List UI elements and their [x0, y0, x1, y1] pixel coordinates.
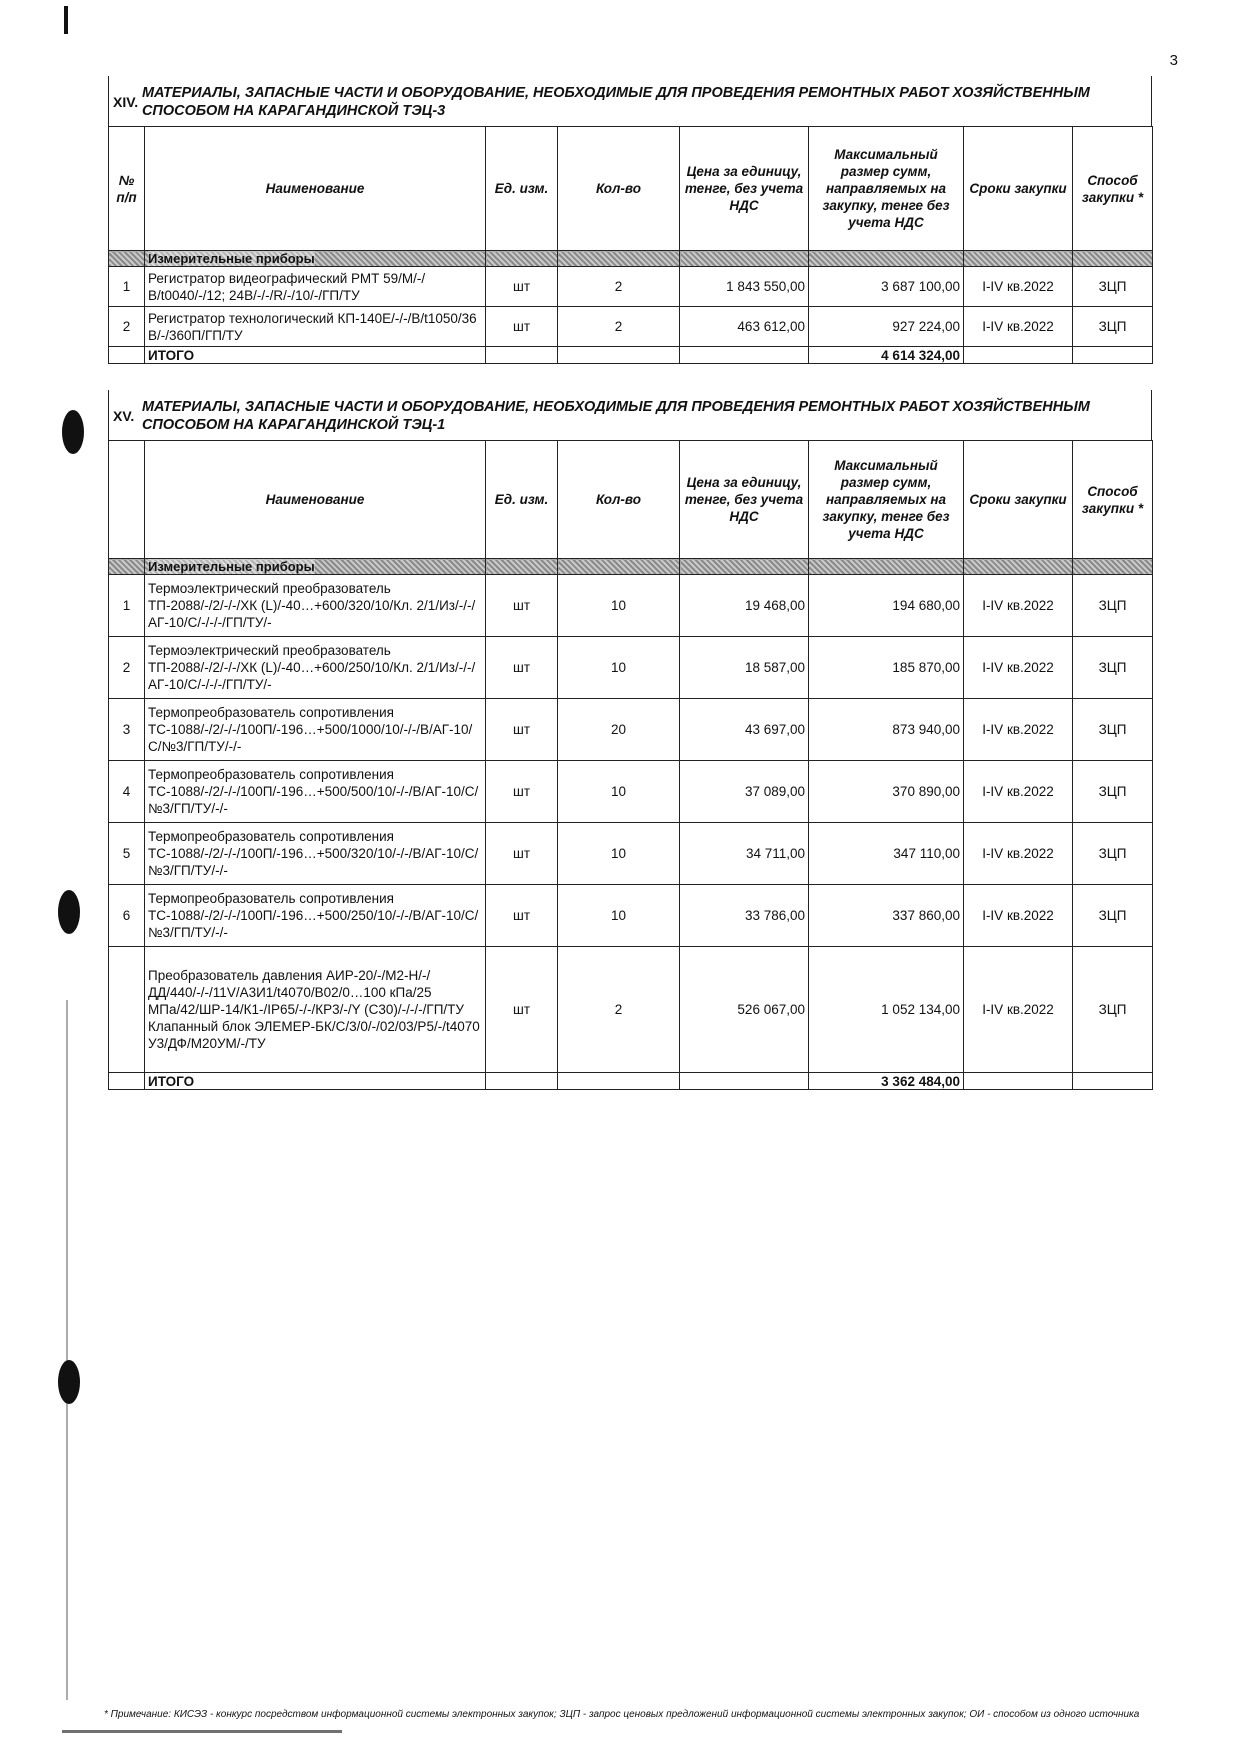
binder-hole [58, 1360, 80, 1404]
row-unit: шт [486, 823, 558, 885]
row-method: ЗЦП [1073, 823, 1153, 885]
row-qty: 10 [558, 885, 680, 947]
row-unit: шт [486, 267, 558, 307]
row-price: 18 587,00 [680, 637, 809, 699]
row-num: 5 [109, 823, 145, 885]
row-method: ЗЦП [1073, 637, 1153, 699]
col-header-name: Наименование [145, 127, 486, 251]
row-price: 33 786,00 [680, 885, 809, 947]
row-sum: 370 890,00 [809, 761, 964, 823]
row-num: 2 [109, 637, 145, 699]
row-name: Термопреобразователь сопротивления ТС-1088/-/2/-/-/100П/-196…+500/320/10/-/-/В/АГ-10/С/№3/ГП/ТУ/-/- [145, 823, 486, 885]
row-term: I-IV кв.2022 [964, 761, 1073, 823]
row-term: I-IV кв.2022 [964, 307, 1073, 347]
scan-mark [64, 6, 68, 34]
col-header-method: Способ закупки * [1073, 441, 1153, 559]
table-header-row [109, 441, 1153, 559]
row-unit: шт [486, 575, 558, 637]
col-header-max-sum: Максимальный размер сумм, направляемых на закупку, тенге без учета НДС [809, 441, 964, 559]
col-header-term: Сроки закупки [964, 127, 1073, 251]
total-label: ИТОГО [145, 347, 486, 364]
table-row [109, 761, 1153, 823]
table-row [109, 307, 1153, 347]
category-label: Измерительные приборы [145, 559, 486, 575]
section-heading [108, 390, 1152, 440]
row-price: 43 697,00 [680, 699, 809, 761]
total-sum: 4 614 324,00 [809, 347, 964, 364]
row-qty: 2 [558, 307, 680, 347]
materials-table [108, 440, 1153, 1090]
row-method: ЗЦП [1073, 761, 1153, 823]
page-number: 3 [1169, 52, 1178, 69]
row-sum: 927 224,00 [809, 307, 964, 347]
category-row [109, 251, 1153, 267]
row-unit: шт [486, 885, 558, 947]
row-sum: 194 680,00 [809, 575, 964, 637]
scan-line [66, 1000, 68, 1700]
table-row [109, 947, 1153, 1073]
total-row [109, 1073, 1153, 1090]
row-price: 463 612,00 [680, 307, 809, 347]
row-name: Преобразователь давления АИР-20/-/М2-Н/-/ДД/440/-/-/11V/A3И1/t4070/В02/0…100 кПа/25 МПа/42/ШР-14/К1-/IP65/-/-/КР3/-/Y (С30)/-/-/-/ГП/ТУ Клапанный блок ЭЛЕМЕР-БК/С/3/0/-/02/03/Р5/-/t4070 У3/ДФ/М20УМ/-/ТУ [145, 947, 486, 1073]
row-sum: 347 110,00 [809, 823, 964, 885]
total-label: ИТОГО [145, 1073, 486, 1090]
row-qty: 2 [558, 947, 680, 1073]
row-qty: 2 [558, 267, 680, 307]
row-method: ЗЦП [1073, 575, 1153, 637]
table-row [109, 267, 1153, 307]
row-term: I-IV кв.2022 [964, 823, 1073, 885]
row-name: Регистратор технологический КП-140Е/-/-/В/t1050/36 В/-/360П/ГП/ТУ [145, 307, 486, 347]
row-term: I-IV кв.2022 [964, 637, 1073, 699]
col-header-price: Цена за единицу, тенге, без учета НДС [680, 127, 809, 251]
scan-mark [62, 1730, 342, 1733]
row-method: ЗЦП [1073, 699, 1153, 761]
row-num: 1 [109, 575, 145, 637]
category-label: Измерительные приборы [145, 251, 486, 267]
row-sum: 185 870,00 [809, 637, 964, 699]
row-name: Термопреобразователь сопротивления ТС-1088/-/2/-/-/100П/-196…+500/1000/10/-/-/В/АГ-10/С/№3/ГП/ТУ/-/- [145, 699, 486, 761]
col-header-qty: Кол-во [558, 441, 680, 559]
table-row [109, 823, 1153, 885]
col-header-term: Сроки закупки [964, 441, 1073, 559]
row-price: 526 067,00 [680, 947, 809, 1073]
section-title: МАТЕРИАЛЫ, ЗАПАСНЫЕ ЧАСТИ И ОБОРУДОВАНИЕ, НЕОБХОДИМЫЕ ДЛЯ ПРОВЕДЕНИЯ РЕМОНТНЫХ РАБОТ ХОЗЯЙСТВЕННЫМ СПОСОБОМ НА КАРАГАНДИНСКОЙ ТЭЦ-1 [141, 399, 1090, 433]
table-row [109, 637, 1153, 699]
row-num: 6 [109, 885, 145, 947]
row-qty: 10 [558, 823, 680, 885]
row-term: I-IV кв.2022 [964, 575, 1073, 637]
table-header-row [109, 127, 1153, 251]
row-method: ЗЦП [1073, 885, 1153, 947]
row-num: 2 [109, 307, 145, 347]
row-sum: 873 940,00 [809, 699, 964, 761]
row-term: I-IV кв.2022 [964, 885, 1073, 947]
row-method: ЗЦП [1073, 267, 1153, 307]
col-header-unit: Ед. изм. [486, 127, 558, 251]
row-unit: шт [486, 637, 558, 699]
row-price: 19 468,00 [680, 575, 809, 637]
row-price: 37 089,00 [680, 761, 809, 823]
row-sum: 3 687 100,00 [809, 267, 964, 307]
total-row [109, 347, 1153, 364]
row-term: I-IV кв.2022 [964, 947, 1073, 1073]
row-price: 1 843 550,00 [680, 267, 809, 307]
row-qty: 10 [558, 575, 680, 637]
row-num: 1 [109, 267, 145, 307]
table-row [109, 885, 1153, 947]
category-row [109, 559, 1153, 575]
row-unit: шт [486, 699, 558, 761]
section-heading [108, 76, 1152, 126]
row-qty: 10 [558, 761, 680, 823]
row-unit: шт [486, 307, 558, 347]
row-num: 4 [109, 761, 145, 823]
row-unit: шт [486, 761, 558, 823]
col-header-price: Цена за единицу, тенге, без учета НДС [680, 441, 809, 559]
row-method: ЗЦП [1073, 307, 1153, 347]
table-row [109, 575, 1153, 637]
row-qty: 10 [558, 637, 680, 699]
section-tec1 [108, 390, 1152, 1090]
row-term: I-IV кв.2022 [964, 267, 1073, 307]
row-sum: 337 860,00 [809, 885, 964, 947]
col-header-max-sum: Максимальный размер сумм, направляемых на закупку, тенге без учета НДС [809, 127, 964, 251]
row-num [109, 947, 145, 1073]
section-title: МАТЕРИАЛЫ, ЗАПАСНЫЕ ЧАСТИ И ОБОРУДОВАНИЕ, НЕОБХОДИМЫЕ ДЛЯ ПРОВЕДЕНИЯ РЕМОНТНЫХ РАБОТ ХОЗЯЙСТВЕННЫМ СПОСОБОМ НА КАРАГАНДИНСКОЙ ТЭЦ-3 [141, 85, 1090, 119]
row-name: Регистратор видеографический РМТ 59/М/-/В/t0040/-/12; 24В/-/-/R/-/10/-/ГП/ТУ [145, 267, 486, 307]
materials-table [108, 126, 1153, 364]
table-row [109, 699, 1153, 761]
row-sum: 1 052 134,00 [809, 947, 964, 1073]
col-header-num: № п/п [109, 127, 145, 251]
col-header-method: Способ закупки * [1073, 127, 1153, 251]
total-sum: 3 362 484,00 [809, 1073, 964, 1090]
row-num: 3 [109, 699, 145, 761]
row-name: Термоэлектрический преобразователь ТП-2088/-/2/-/-/ХК (L)/-40…+600/320/10/Кл. 2/1/Из/-/-/АГ-10/С/-/-/-/ГП/ТУ/- [145, 575, 486, 637]
col-header-num [109, 441, 145, 559]
col-header-unit: Ед. изм. [486, 441, 558, 559]
section-number: XIV. [113, 94, 139, 110]
section-tec3 [108, 76, 1152, 364]
binder-hole [62, 410, 84, 454]
row-price: 34 711,00 [680, 823, 809, 885]
row-term: I-IV кв.2022 [964, 699, 1073, 761]
row-name: Термоэлектрический преобразователь ТП-2088/-/2/-/-/ХК (L)/-40…+600/250/10/Кл. 2/1/Из/-/-/АГ-10/С/-/-/-/ГП/ТУ/- [145, 637, 486, 699]
row-name: Термопреобразователь сопротивления ТС-1088/-/2/-/-/100П/-196…+500/250/10/-/-/В/АГ-10/С/№3/ГП/ТУ/-/- [145, 885, 486, 947]
footnote: * Примечание: КИСЭЗ - конкурс посредством информационной системы электронных закупок; ЗЦП - запрос ценовых предложений информационной системы электронных закупок; ОИ - способом из одного источника [104, 1709, 1140, 1720]
row-name: Термопреобразователь сопротивления ТС-1088/-/2/-/-/100П/-196…+500/500/10/-/-/В/АГ-10/С/№3/ГП/ТУ/-/- [145, 761, 486, 823]
col-header-qty: Кол-во [558, 127, 680, 251]
section-number: XV. [113, 408, 135, 424]
row-qty: 20 [558, 699, 680, 761]
row-unit: шт [486, 947, 558, 1073]
row-method: ЗЦП [1073, 947, 1153, 1073]
col-header-name: Наименование [145, 441, 486, 559]
binder-hole [58, 890, 80, 934]
